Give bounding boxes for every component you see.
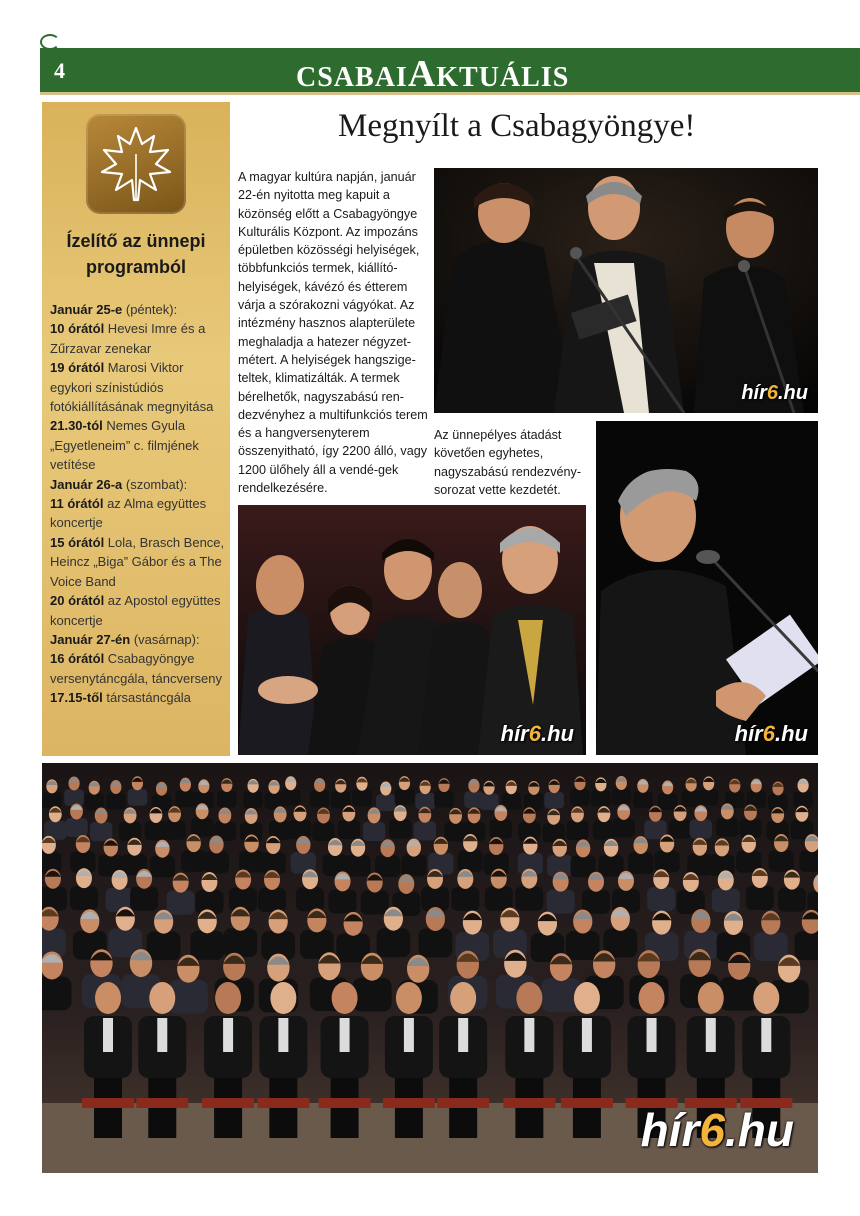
program-time: 17.15-től	[50, 690, 103, 706]
program-time: 10 órától	[50, 321, 105, 337]
program-entry	[50, 649, 226, 688]
program-entry	[50, 358, 226, 416]
program-text: az Alma együttes koncertje	[50, 496, 207, 531]
photo-speaker	[596, 421, 818, 755]
sidebar-heading-line1: Ízelítő az ünnepi	[66, 231, 206, 251]
photo-audience	[42, 763, 818, 1173]
watermark-logo: hír6.hu	[741, 382, 808, 404]
page-number: 4	[54, 58, 65, 83]
program-text: Csabagyöngye versenytáncgála, táncverseny	[50, 651, 222, 686]
watermark-logo: hír6.hu	[500, 721, 574, 746]
program-time: 16 órától	[50, 651, 105, 667]
program-text: (szombat):	[122, 476, 188, 492]
program-time: 20 órától	[50, 593, 105, 609]
program-entry	[50, 688, 226, 707]
program-entry	[50, 300, 226, 319]
program-entry	[50, 533, 226, 591]
program-time: 21.30-tól	[50, 418, 103, 434]
program-list	[50, 300, 226, 708]
section-title-rest: KTUÁLIS	[436, 62, 570, 93]
maple-leaf-icon	[86, 114, 186, 214]
program-entry	[50, 591, 226, 630]
watermark-logo: hír6.hu	[640, 1104, 794, 1156]
program-time: 15 órától	[50, 534, 105, 550]
program-text: az Apostol együttes koncertje	[50, 593, 221, 628]
program-time: 19 órától	[50, 360, 105, 376]
section-title-initial: A	[407, 53, 437, 95]
photo-clergy-ceremony	[434, 168, 818, 413]
program-time: Január 25-e	[50, 302, 123, 317]
program-time: Január 27-én	[50, 631, 131, 647]
program-text: (vasárnap):	[130, 631, 200, 647]
program-entry	[50, 475, 226, 494]
program-text: Lola, Brasch Bence, Heincz „Biga” Gábor és a The Voice Band	[50, 534, 225, 589]
watermark-logo: hír6.hu	[734, 721, 808, 746]
program-entry	[50, 494, 226, 533]
section-title	[296, 52, 569, 96]
program-text: (péntek):	[122, 302, 178, 317]
article-headline: Megnyílt a Csabagyöngye!	[338, 108, 696, 144]
program-entry	[50, 630, 226, 649]
sidebar-heading	[48, 228, 224, 280]
program-entry	[50, 416, 226, 474]
photo-caption: Az ünnepélyes átadást követően egyhetes, nagyszabású rendezvény-sorozat vette kezdetét.	[434, 428, 582, 497]
program-text: társastáncgála	[102, 690, 191, 706]
article-body: A magyar kultúra napján, január 22-én nyitotta meg kapuit a közönség előtt a Csabagyöngye Kulturális Központ. Az impozáns épületben közösségi helyiségek, többfunkciós termek, kiállító-helyiségek, kávézó és étterem várja a szórakozni vágyókat. Az intézmény hasznos alapterülete meghaladja a hatezer négyzet-métert. A helyiségek hangszige-teltek, klimatizálták. A termek bérelhetők, nagyszabású ren-dezvényhez a multifunkciós terem és a hangversenyterem összenyitható, így 2200 álló, vagy 1200 ülőhely áll a vendé-gek rendelkezésére.	[238, 170, 428, 496]
sidebar-heading-line2: programból	[85, 257, 186, 277]
program-entry	[50, 319, 226, 358]
program-text: Marosi Viktor egykori színistúdiós fotókiállításának megnyitása	[50, 360, 214, 415]
program-time: Január 26-a	[50, 476, 123, 492]
photo-dignitaries	[238, 505, 586, 755]
section-title-small: CSABAI	[296, 62, 408, 93]
program-text: Hevesi Imre és a Zűrzavar zenekar	[50, 321, 206, 356]
program-time: 11 órától	[50, 496, 104, 512]
program-text: Nemes Gyula „Egyetleneim” c. filmjének vetítése	[50, 418, 199, 473]
